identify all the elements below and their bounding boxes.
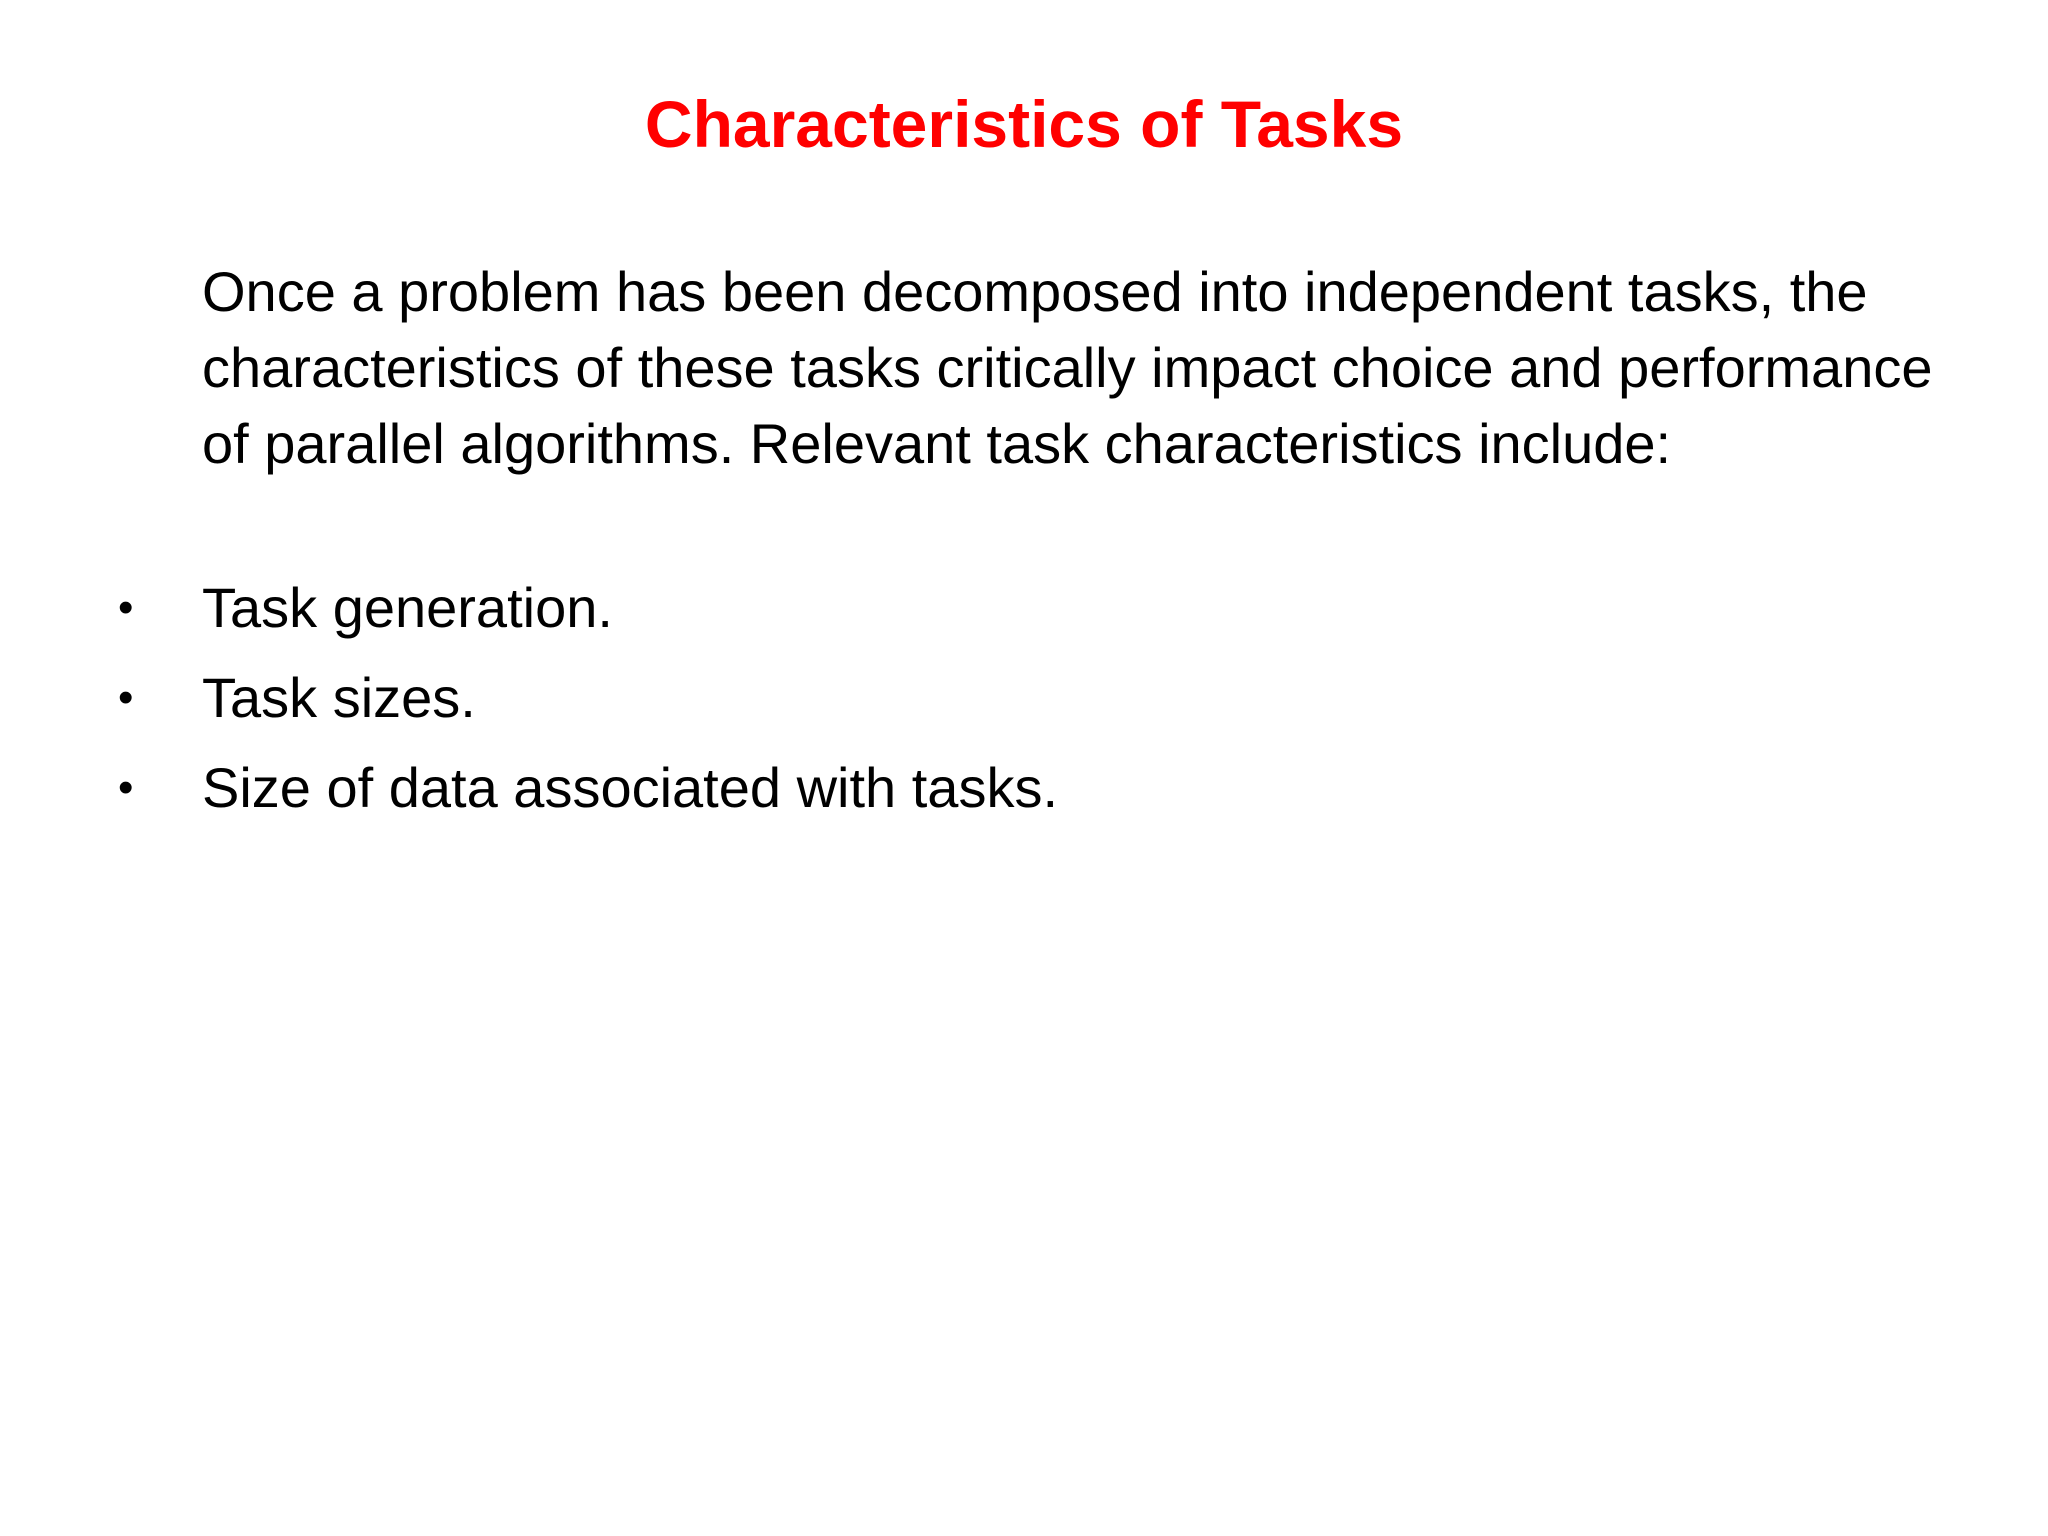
bullet-text: Task sizes. [202, 666, 476, 729]
slide-title: Characteristics of Tasks [644, 87, 1404, 161]
bullet-icon: • [118, 673, 134, 722]
bullet-icon: • [118, 583, 134, 632]
bullet-text: Size of data associated with tasks. [202, 756, 1058, 819]
intro-paragraph: Once a problem has been decomposed into independent tasks, the characteristics of these tasks critically impact choice and performance of parallel algorithms. Relevant task characteristics include: [202, 260, 1933, 475]
bullet-icon: • [118, 763, 134, 812]
bullet-text: Task generation. [202, 576, 613, 639]
